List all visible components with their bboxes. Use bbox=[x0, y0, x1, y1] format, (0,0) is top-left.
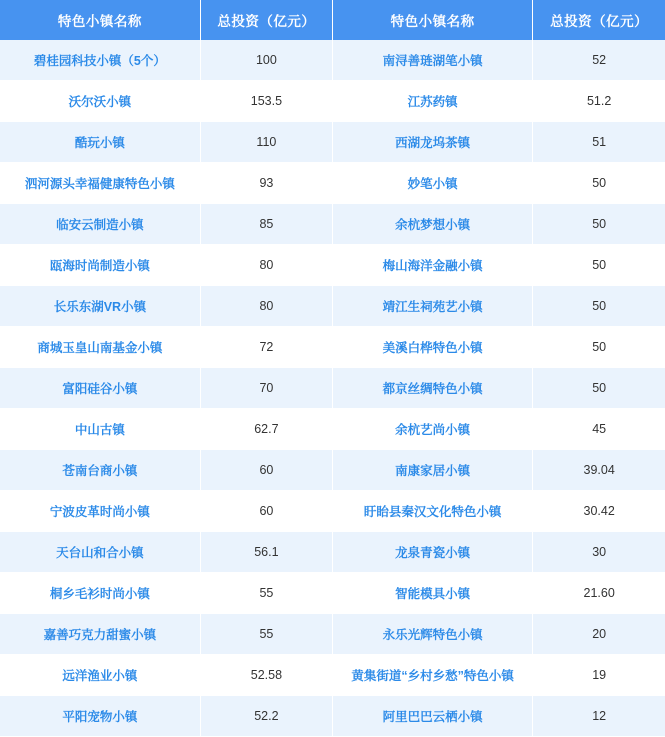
town-name-cell: 盱眙县秦汉文化特色小镇 bbox=[332, 491, 532, 532]
total-investment-cell: 20 bbox=[533, 614, 665, 655]
total-investment-cell: 52 bbox=[533, 40, 665, 81]
town-name-cell: 临安云制造小镇 bbox=[0, 204, 200, 245]
column-header-total-investment-left: 总投资（亿元） bbox=[200, 0, 332, 40]
table-header-row bbox=[0, 0, 665, 40]
total-investment-cell: 30.42 bbox=[533, 491, 665, 532]
table-row bbox=[0, 81, 665, 122]
total-investment-cell: 52.2 bbox=[200, 696, 332, 737]
table-row bbox=[0, 450, 665, 491]
total-investment-cell: 60 bbox=[200, 491, 332, 532]
total-investment-cell: 50 bbox=[533, 204, 665, 245]
town-name-cell: 智能模具小镇 bbox=[332, 573, 532, 614]
town-name-cell: 商城玉皇山南基金小镇 bbox=[0, 327, 200, 368]
total-investment-cell: 39.04 bbox=[533, 450, 665, 491]
town-name-cell: 都京丝绸特色小镇 bbox=[332, 368, 532, 409]
town-name-cell: 龙泉青瓷小镇 bbox=[332, 532, 532, 573]
town-name-cell: 富阳硅谷小镇 bbox=[0, 368, 200, 409]
total-investment-cell: 50 bbox=[533, 163, 665, 204]
town-name-cell: 黄集街道“乡村乡愁”特色小镇 bbox=[332, 655, 532, 696]
town-name-cell: 瓯海时尚制造小镇 bbox=[0, 245, 200, 286]
total-investment-cell: 110 bbox=[200, 122, 332, 163]
column-header-town-name-right: 特色小镇名称 bbox=[332, 0, 532, 40]
total-investment-cell: 50 bbox=[533, 368, 665, 409]
total-investment-cell: 62.7 bbox=[200, 409, 332, 450]
town-name-cell: 嘉善巧克力甜蜜小镇 bbox=[0, 614, 200, 655]
total-investment-cell: 50 bbox=[533, 286, 665, 327]
total-investment-cell: 50 bbox=[533, 327, 665, 368]
town-name-cell: 沃尔沃小镇 bbox=[0, 81, 200, 122]
town-name-cell: 美溪白桦特色小镇 bbox=[332, 327, 532, 368]
total-investment-cell: 100 bbox=[200, 40, 332, 81]
table-row bbox=[0, 204, 665, 245]
table-row bbox=[0, 368, 665, 409]
total-investment-cell: 45 bbox=[533, 409, 665, 450]
table-row bbox=[0, 122, 665, 163]
table-row bbox=[0, 286, 665, 327]
total-investment-cell: 51 bbox=[533, 122, 665, 163]
total-investment-cell: 52.58 bbox=[200, 655, 332, 696]
table-header bbox=[0, 0, 665, 40]
town-name-cell: 阿里巴巴云栖小镇 bbox=[332, 696, 532, 737]
town-name-cell: 南康家居小镇 bbox=[332, 450, 532, 491]
total-investment-cell: 55 bbox=[200, 573, 332, 614]
total-investment-cell: 72 bbox=[200, 327, 332, 368]
town-name-cell: 南浔善琏湖笔小镇 bbox=[332, 40, 532, 81]
total-investment-cell: 12 bbox=[533, 696, 665, 737]
total-investment-cell: 70 bbox=[200, 368, 332, 409]
town-name-cell: 余杭梦想小镇 bbox=[332, 204, 532, 245]
table-row bbox=[0, 163, 665, 204]
table-row bbox=[0, 532, 665, 573]
town-name-cell: 余杭艺尚小镇 bbox=[332, 409, 532, 450]
town-name-cell: 平阳宠物小镇 bbox=[0, 696, 200, 737]
town-name-cell: 妙笔小镇 bbox=[332, 163, 532, 204]
town-name-cell: 远洋渔业小镇 bbox=[0, 655, 200, 696]
total-investment-cell: 85 bbox=[200, 204, 332, 245]
total-investment-cell: 60 bbox=[200, 450, 332, 491]
table-row bbox=[0, 655, 665, 696]
total-investment-cell: 21.60 bbox=[533, 573, 665, 614]
town-name-cell: 西湖龙坞茶镇 bbox=[332, 122, 532, 163]
total-investment-cell: 50 bbox=[533, 245, 665, 286]
column-header-total-investment-right: 总投资（亿元） bbox=[533, 0, 665, 40]
table-row bbox=[0, 573, 665, 614]
table-row bbox=[0, 327, 665, 368]
town-name-cell: 长乐东湖VR小镇 bbox=[0, 286, 200, 327]
town-name-cell: 靖江生祠苑艺小镇 bbox=[332, 286, 532, 327]
total-investment-cell: 56.1 bbox=[200, 532, 332, 573]
table-row bbox=[0, 614, 665, 655]
table-row bbox=[0, 409, 665, 450]
table-row bbox=[0, 491, 665, 532]
total-investment-cell: 30 bbox=[533, 532, 665, 573]
total-investment-cell: 80 bbox=[200, 286, 332, 327]
town-name-cell: 江苏药镇 bbox=[332, 81, 532, 122]
town-name-cell: 碧桂园科技小镇（5个） bbox=[0, 40, 200, 81]
total-investment-cell: 51.2 bbox=[533, 81, 665, 122]
table-body bbox=[0, 40, 665, 737]
total-investment-cell: 153.5 bbox=[200, 81, 332, 122]
table-row bbox=[0, 696, 665, 737]
total-investment-cell: 19 bbox=[533, 655, 665, 696]
town-name-cell: 苍南台商小镇 bbox=[0, 450, 200, 491]
town-name-cell: 桐乡毛衫时尚小镇 bbox=[0, 573, 200, 614]
town-name-cell: 中山古镇 bbox=[0, 409, 200, 450]
town-name-cell: 天台山和合小镇 bbox=[0, 532, 200, 573]
total-investment-cell: 55 bbox=[200, 614, 332, 655]
table-row bbox=[0, 40, 665, 81]
total-investment-cell: 93 bbox=[200, 163, 332, 204]
town-name-cell: 泗河源头幸福健康特色小镇 bbox=[0, 163, 200, 204]
total-investment-cell: 80 bbox=[200, 245, 332, 286]
table-row bbox=[0, 245, 665, 286]
town-name-cell: 永乐光辉特色小镇 bbox=[332, 614, 532, 655]
column-header-town-name-left: 特色小镇名称 bbox=[0, 0, 200, 40]
town-name-cell: 梅山海洋金融小镇 bbox=[332, 245, 532, 286]
town-name-cell: 宁波皮革时尚小镇 bbox=[0, 491, 200, 532]
town-name-cell: 酷玩小镇 bbox=[0, 122, 200, 163]
